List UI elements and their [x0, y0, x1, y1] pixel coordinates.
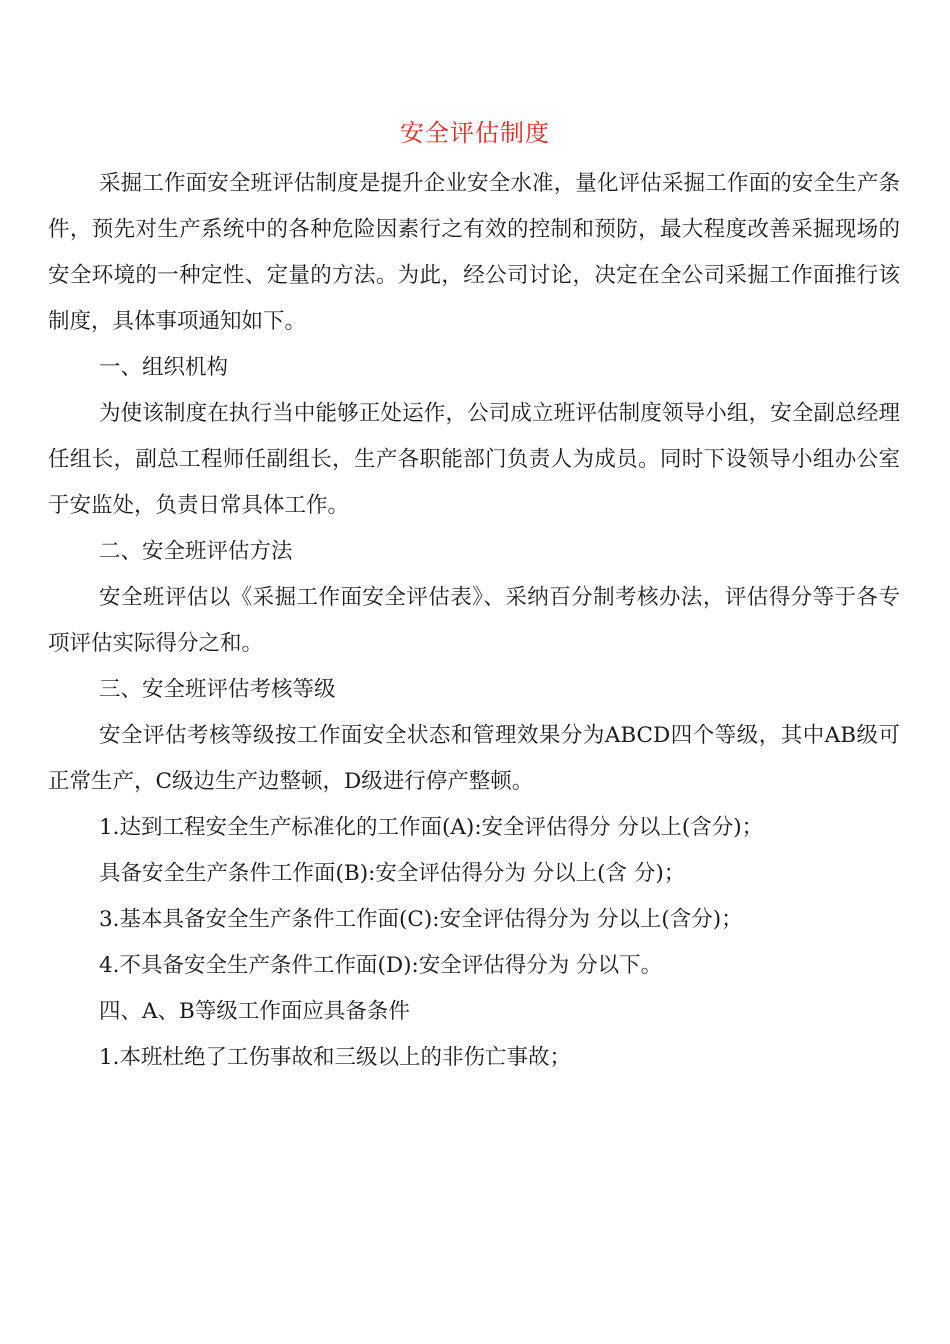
paragraph-intro: 采掘工作面安全班评估制度是提升企业安全水准，量化评估采掘工作面的安全生产条件，预先对生产系统中的各种危险因素行之有效的控制和预防，最大程度改善采掘现场的安全环境的一种定性、定量的方法。为此，经公司讨论，决定在全公司采掘工作面推行该制度，具体事项通知如下。	[48, 171, 900, 334]
section-heading-conditions: 四、A、B等级工作面应具备条件	[99, 999, 410, 1024]
document-body	[48, 161, 900, 1081]
paragraph-method: 安全班评估以《采掘工作面安全评估表》、采纳百分制考核办法，评估得分等于各专项评估实际得分之和。	[48, 585, 900, 656]
section-heading-method: 二、安全班评估方法	[99, 539, 293, 564]
section-heading-organization: 一、组织机构	[99, 355, 229, 380]
paragraph-grades: 安全评估考核等级按工作面安全状态和管理效果分为ABCD四个等级，其中AB级可正常生产，C级边生产边整顿，D级进行停产整顿。	[48, 723, 900, 794]
list-item-grade-b: 具备安全生产条件工作面(B):安全评估得分为 分以上(含 分)；	[99, 861, 686, 886]
list-item-grade-c: 3.基本具备安全生产条件工作面(C):安全评估得分为 分以上(含分)；	[99, 907, 743, 932]
section-heading-grades: 三、安全班评估考核等级	[99, 677, 336, 702]
document-title: 安全评估制度	[400, 119, 550, 147]
paragraph-organization: 为使该制度在执行当中能够正处运作，公司成立班评估制度领导小组，安全副总经理任组长，副总工程师任副组长，生产各职能部门负责人为成员。同时下设领导小组办公室于安监处，负责日常具体工作。	[48, 401, 900, 518]
list-item-grade-a: 1.达到工程安全生产标准化的工作面(A):安全评估得分 分以上(含分)；	[99, 815, 764, 840]
list-item-condition-1: 1.本班杜绝了工伤事故和三级以上的非伤亡事故；	[99, 1045, 572, 1070]
list-item-grade-d: 4.不具备安全生产条件工作面(D):安全评估得分为 分以下。	[99, 953, 663, 978]
